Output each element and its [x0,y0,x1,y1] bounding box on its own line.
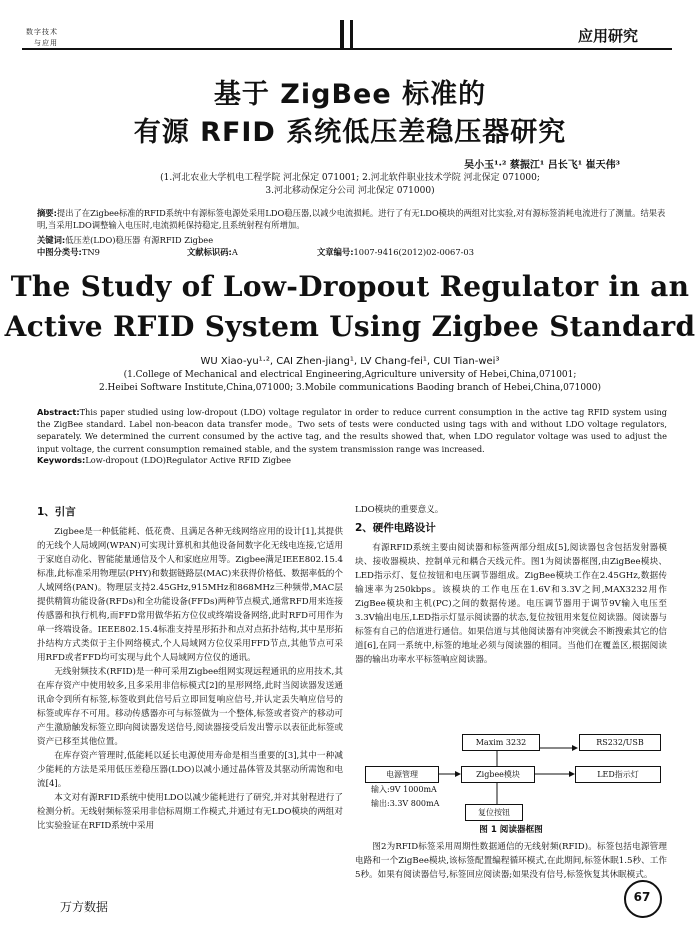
doc-code-value: A [231,247,238,257]
input-spec: 输入:9V 1000mA [371,785,437,794]
cn-abstract [37,207,667,231]
cn-authors: 吴小玉¹·² 蔡振江¹ 吕长飞¹ 崔天伟³ [464,160,620,171]
body-paragraph: 无线射频技术(RFID)是一种可采用Zigbee组网实现远程通讯的应用技术,其在库存资产中使用较多,且多采用非信标模式[2]的星形网络,此时当阅读器发送通讯命令到所有标签,标签收到此信号后立即回复响应信号,并认定丢失响应信号的标签或库存不可用。移动传感器亦可与标签做为一个整体,标签或者资产的移动可产生激励触发标签立即向阅读器发送信号,阅读器接受后发出警示以表征此标签或资产已移至其他位置。 [37,667,343,747]
cn-abstract-text: 提出了在Zigbee标准的RFID系统中有源标签电源处采用LDO稳压器,以减少电流损耗。进行了有无LDO模块的两组对比实验,对有源标签消耗电流进行了测量。结果表明,当采用LDO调整输入电压时,电流损耗保持稳定,且系统射程有所增加。 [37,208,666,230]
reset-button-box: 复位按钮 [465,804,523,821]
body-left-column [37,503,343,833]
figure-1-caption: 图 1 阅读器框图 [479,825,543,835]
journal-name-line-1: 数字技术 [26,28,58,36]
body-paragraph: 有源RFID系统主要由阅读器和标签两部分组成[5],阅读器包含包括发射器模块、接收器模块、控制单元和耦合天线元件。图1为阅读器框图,由ZigBee模块、LED指示灯、复位按钮和电压调节器组成。ZigBee模块工作在2.45GHz,数据传输速率为250kbps。该模块的工作电压在1.6V和3.3V之间,MAX3232用作ZigBee模块和主机(PC)之间的数据传递。电压调节器用于调节9V输入电压至3.3V输出电压,LED指示灯显示阅读器的状态,复位按钮用来复位阅读器。阅读器与标签有自己的信道进行通信。如果信道与其他阅读器有冲突就会不断搜索其它的信道[6],在同一系统中,标签的地址必须与阅读器的相同。当他们在覆盖区,根据阅读器的输出功率水平标签响应阅读器。 [355,543,667,665]
en-title-line-1: The Study of Low-Dropout Regulator in an [10,270,690,303]
header-divider-bar [350,20,353,50]
cn-affiliation-2: 3.河北移动保定分公司 河北保定 071000) [265,186,435,196]
en-abstract [37,406,667,455]
output-spec: 输出:3.3V 800mA [371,799,440,808]
en-affiliation-1: (1.College of Mechanical and electrical Engineering,Agriculture university of Hebei,China,071001; [123,370,577,380]
cn-keywords-text: 低压差(LDO)稳压器 有源RFID Zigbee [65,235,214,245]
footer-brand: 万方数据 [60,900,109,914]
clc-value: TN9 [81,247,100,257]
en-title-line-2: Active RFID System Using Zigbee Standard [4,310,696,343]
body-paragraph: 本文对有源RFID系统中使用LDO以减少能耗进行了研究,并对其射程进行了检测分析。无线射频标签采用非信标周期工作模式,并通过有无LDO模块的两组对比实验验证在RFID系统中采用 [37,793,343,831]
cn-keywords-label: 关键词: [37,235,66,245]
journal-header [0,0,700,56]
cn-classification-line [37,246,667,258]
body-right-column [355,503,667,667]
body-paragraph: LDO模块的重要意义。 [355,505,444,515]
doc-code-label: 文献标识码: [187,247,232,257]
journal-name-line-2: 与应用 [34,39,58,47]
en-keywords-text: Low-dropout (LDO)Regulator Active RFID Zigbee [85,455,291,465]
cn-abstract-label: 摘要: [37,208,57,218]
clc-label: 中图分类号: [37,247,82,257]
body-paragraph: Zigbee是一种低能耗、低花费、且满足各种无线网络应用的设计[1],其提供的无线个人局域网(WPAN)可实现计算机和其他设备间数字化无线电连接,它适用于家庭自动化、智能能量通信及个人和家庭应用等。Zigbee满足IEEE802.15.4标准,此标准采用物理层(PHY)和数据链路层(MAC)来获得价格低、数据率低的个人域网络(PAN)。物理层支持2.45GHz,915MHz和868MHz三种频带,MAC层提供精简功能设备(RFDs)和全功能设备(FFDs)两种节点模式,通常RFD用来连接传感器和执行机构,而FFD常用做华拓方位仪或终端设备网络,此时RFD可用作为单一终端设备。IEEE802.15.4标准支持星形拓扑和点对点拓扑结构,其中星形拓扑结构方式类似于主仆网络模式,个人局域网方位仪采用FFD节点,其他节点可采用RFD或者FFD均可实现与此个人局域网方位仪的通讯。 [37,527,343,663]
power-management-box: 电源管理 [365,766,439,783]
body-paragraph: 图2为RFID标签采用周期性数据通信的无线射频(RFID)。标签包括电源管理电路和一个ZigBee模块,该标签配置编程循环模式,在此期间,标签休眠1.5秒、工作5秒。如果有阅读器信号,标签回应阅读器;如果没有信号,标签恢复其休眠模式。 [355,842,667,880]
cn-keywords [37,234,667,246]
cn-title-line-1: 基于 ZigBee 标准的 [213,79,487,110]
cn-affiliation-1: (1.河北农业大学机电工程学院 河北保定 071001; 2.河北软件职业技术学院 河北保定 071000; [160,173,540,183]
article-no-label: 文章编号: [317,247,354,257]
en-abstract-text: This paper studied using low-dropout (LDO) voltage regulator in order to reduce current consumption in the active tag RFID system using the ZigBee standard. Label non-beacon data transfer mode。Two sets of tests were conducted using tags with and without LDO voltage regulators, separately. We determined the current consumed by the active tag, and the results showed that, when LDO regulator voltage was used to adjust the input voltage, the current consumption remained stable, and the system transmission range was increased. [37,407,667,454]
en-affiliation-2: 2.Heibei Software Institute,China,071000; 3.Mobile communications Baoding branch of Hebei,China,071000) [98,383,602,393]
en-authors: WU Xiao-yu¹·², CAI Zhen-jiang¹, LV Chang-fei¹, CUI Tian-wei³ [200,356,500,367]
section-1-heading: 1、引言 [37,506,76,518]
zigbee-module-box: Zigbee模块 [461,766,535,783]
body-right-column-continued [355,840,667,882]
en-keywords [37,455,667,465]
section-2-heading: 2、硬件电路设计 [355,522,436,534]
en-abstract-label: Abstract: [37,407,80,417]
header-rule [22,48,672,50]
header-divider-bar [340,20,344,50]
en-keywords-label: Keywords: [37,455,86,465]
rs232-usb-box: RS232/USB [579,734,661,751]
reader-block-diagram [357,722,667,832]
cn-title-line-2: 有源 RFID 系统低压差稳压器研究 [133,117,567,148]
page-number: 67 [633,890,651,904]
led-indicator-box: LED指示灯 [575,766,661,783]
article-no-value: 1007-9416(2012)02-0067-03 [353,247,474,257]
body-paragraph: 在库存资产管理时,低能耗以延长电源使用寿命是相当重要的[3],其中一种减少能耗的方法是采用低压差稳压器(LDO)以减小通过晶体管及其驱动所需饱和电流[4]。 [37,751,343,789]
section-label: 应用研究 [578,27,639,45]
max3232-box: Maxim 3232 [462,734,540,751]
